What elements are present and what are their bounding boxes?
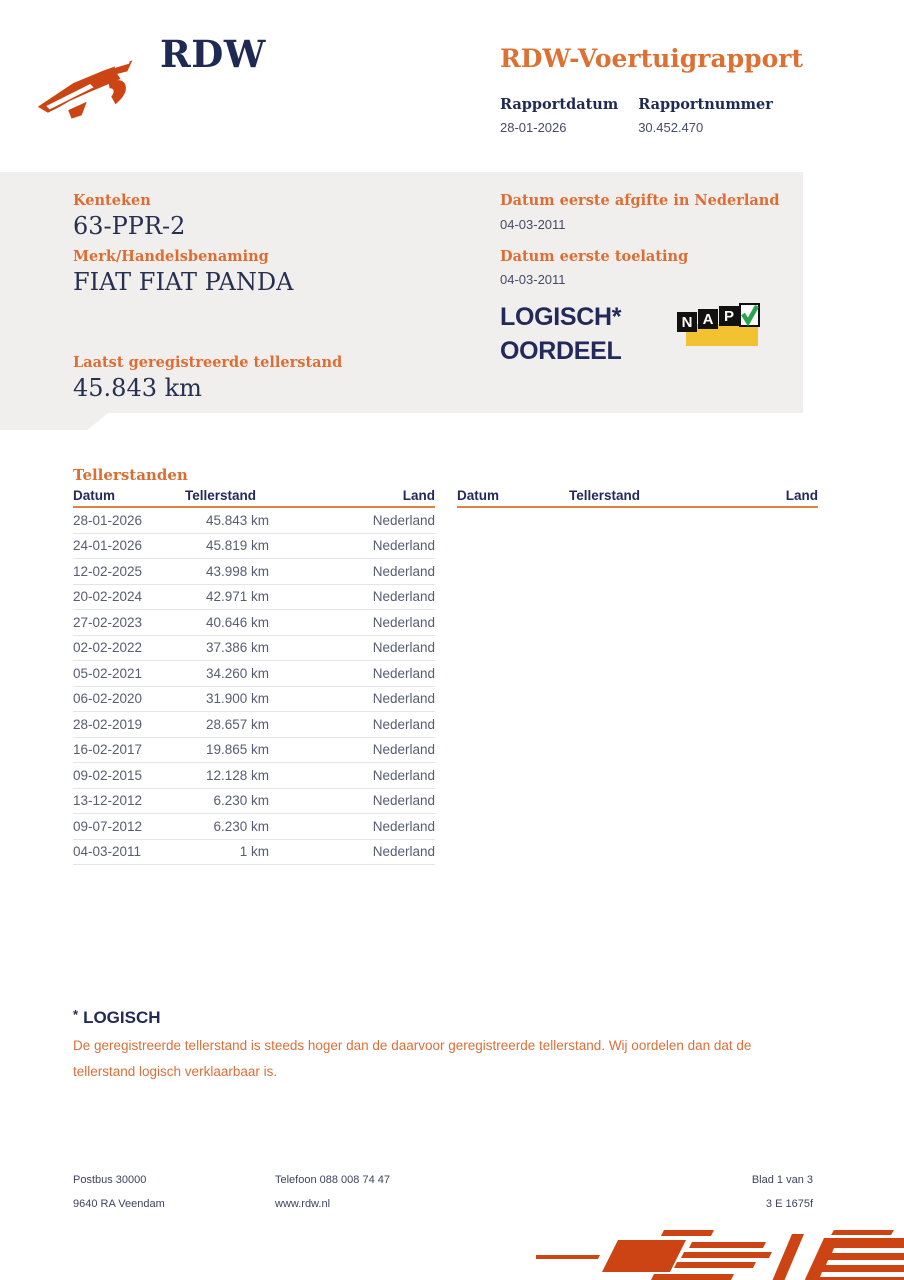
table-cell-value: 45.843 km — [205, 512, 269, 528]
table-cell-value: 43.998 km — [205, 563, 269, 579]
table-row — [73, 508, 435, 534]
table-row — [73, 559, 435, 585]
table-header-row — [73, 488, 435, 508]
table-cell-date: 06-02-2020 — [73, 691, 143, 707]
report-date-field — [500, 96, 618, 135]
report-date-value: 28-01-2026 — [500, 120, 567, 135]
table-cell-land: Nederland — [372, 563, 435, 579]
table-cell-land: Nederland — [372, 640, 435, 656]
table-cell-value: 6.230 km — [213, 818, 269, 834]
table-row — [73, 661, 435, 687]
table-cell-land: Nederland — [372, 716, 435, 732]
rdw-speed-logo-icon — [536, 1230, 904, 1280]
table-cell-value: 42.971 km — [205, 589, 269, 605]
vehicle-summary-box — [0, 172, 803, 413]
column-header-datum: Datum — [73, 488, 116, 503]
oordeel-text — [500, 300, 622, 368]
table-cell-date: 20-02-2024 — [73, 589, 143, 605]
footer-contact — [275, 1168, 390, 1216]
table-cell-value: 31.900 km — [205, 691, 269, 707]
table-row — [73, 712, 435, 738]
laatste-tellerstand-label: Laatst geregistreerde tellerstand — [73, 354, 343, 371]
footer-doc-code: 3 E 1675f — [765, 1198, 813, 1210]
column-header-datum: Datum — [457, 488, 500, 503]
table-cell-land: Nederland — [372, 589, 435, 605]
table-cell-land: Nederland — [372, 691, 435, 707]
table-row — [73, 814, 435, 840]
report-number-field — [638, 96, 773, 135]
tellerstanden-table-left — [73, 488, 435, 865]
footnote-star: * — [73, 1007, 79, 1022]
eerste-toelating-value: 04-03-2011 — [500, 272, 566, 287]
logisch-footnote-text: De geregistreerde tellerstand is steeds hoger dan de daarvoor geregistreerde tellerstand. Wij oordelen dan dat de tellerstand logisch verklaarbaar is. — [73, 1038, 752, 1079]
eerste-afgifte-label: Datum eerste afgifte in Nederland — [500, 192, 780, 209]
table-cell-value: 12.128 km — [205, 767, 269, 783]
table-cell-value: 34.260 km — [205, 665, 269, 681]
table-cell-value: 40.646 km — [205, 614, 269, 630]
column-header-land: Land — [785, 488, 818, 503]
table-cell-value: 45.819 km — [205, 538, 269, 554]
table-cell-land: Nederland — [372, 793, 435, 809]
rdw-eagle-icon — [36, 46, 146, 122]
table-row — [73, 585, 435, 611]
table-header-row — [457, 488, 818, 508]
table-cell-land: Nederland — [372, 614, 435, 630]
table-cell-date: 05-02-2021 — [73, 665, 143, 681]
eerste-afgifte-value: 04-03-2011 — [500, 217, 566, 232]
table-cell-value: 19.865 km — [205, 742, 269, 758]
footer-address-line1: Postbus 30000 — [73, 1174, 147, 1186]
nap-letter-a: A — [702, 311, 714, 328]
table-cell-date: 12-02-2025 — [73, 563, 143, 579]
table-cell-value: 28.657 km — [205, 716, 269, 732]
tellerstanden-heading: Tellerstanden — [73, 466, 188, 484]
column-header-tellerstand: Tellerstand — [569, 488, 641, 503]
column-header-tellerstand: Tellerstand — [185, 488, 257, 503]
report-number-label: Rapportnummer — [638, 96, 773, 113]
table-row — [73, 738, 435, 764]
table-cell-date: 02-02-2022 — [73, 640, 143, 656]
table-row — [73, 687, 435, 713]
table-cell-date: 13-12-2012 — [73, 793, 143, 809]
oordeel-line2: OORDEEL — [500, 337, 622, 365]
nap-logo-icon — [676, 302, 760, 350]
table-row — [73, 763, 435, 789]
table-cell-value: 37.386 km — [205, 640, 269, 656]
table-row — [73, 789, 435, 815]
table-cell-land: Nederland — [372, 767, 435, 783]
footer-address — [73, 1168, 165, 1216]
oordeel-line1: LOGISCH* — [500, 303, 622, 331]
table-cell-value: 1 km — [239, 844, 269, 860]
table-cell-land: Nederland — [372, 742, 435, 758]
table-cell-date: 27-02-2023 — [73, 614, 143, 630]
table-cell-date: 16-02-2017 — [73, 742, 143, 758]
table-cell-land: Nederland — [372, 538, 435, 554]
table-cell-land: Nederland — [372, 844, 435, 860]
report-meta — [500, 96, 773, 135]
footer-address-line2: 9640 RA Veendam — [73, 1198, 165, 1210]
table-cell-land: Nederland — [372, 665, 435, 681]
table-cell-land: Nederland — [372, 512, 435, 528]
merk-value: FIAT FIAT PANDA — [73, 268, 294, 296]
tellerstanden-table-right — [457, 488, 818, 508]
kenteken-label: Kenteken — [73, 192, 151, 209]
table-row — [73, 610, 435, 636]
nap-letter-p: P — [723, 308, 735, 325]
table-cell-value: 6.230 km — [213, 793, 269, 809]
table-cell-date: 09-07-2012 — [73, 818, 143, 834]
table-cell-date: 09-02-2015 — [73, 767, 143, 783]
footnote-title-text: LOGISCH — [83, 1008, 161, 1027]
eerste-toelating-label: Datum eerste toelating — [500, 248, 689, 265]
table-row — [73, 636, 435, 662]
kenteken-value: 63-PPR-2 — [73, 212, 186, 240]
column-header-land: Land — [402, 488, 435, 503]
rdw-wordmark: RDW — [160, 32, 266, 76]
table-cell-date: 28-02-2019 — [73, 716, 143, 732]
report-date-label: Rapportdatum — [500, 96, 619, 113]
report-title: RDW-Voertuigrapport — [500, 44, 804, 73]
footer-phone: Telefoon 088 008 74 47 — [275, 1174, 390, 1186]
footer-page-indicator: Blad 1 van 3 — [751, 1174, 813, 1186]
table-row — [73, 534, 435, 560]
table-cell-date: 28-01-2026 — [73, 512, 143, 528]
merk-label: Merk/Handelsbenaming — [73, 248, 269, 265]
tellerstanden-rows — [73, 508, 435, 865]
footer-page-info — [752, 1168, 813, 1216]
table-row — [73, 840, 435, 866]
nap-letter-n: N — [681, 314, 693, 331]
table-cell-land: Nederland — [372, 818, 435, 834]
logisch-footnote-title — [73, 1008, 161, 1028]
table-cell-date: 24-01-2026 — [73, 538, 143, 554]
laatste-tellerstand-value: 45.843 km — [73, 374, 202, 402]
footer-website: www.rdw.nl — [275, 1198, 331, 1210]
report-number-value: 30.452.470 — [638, 120, 704, 135]
table-cell-date: 04-03-2011 — [73, 844, 142, 860]
